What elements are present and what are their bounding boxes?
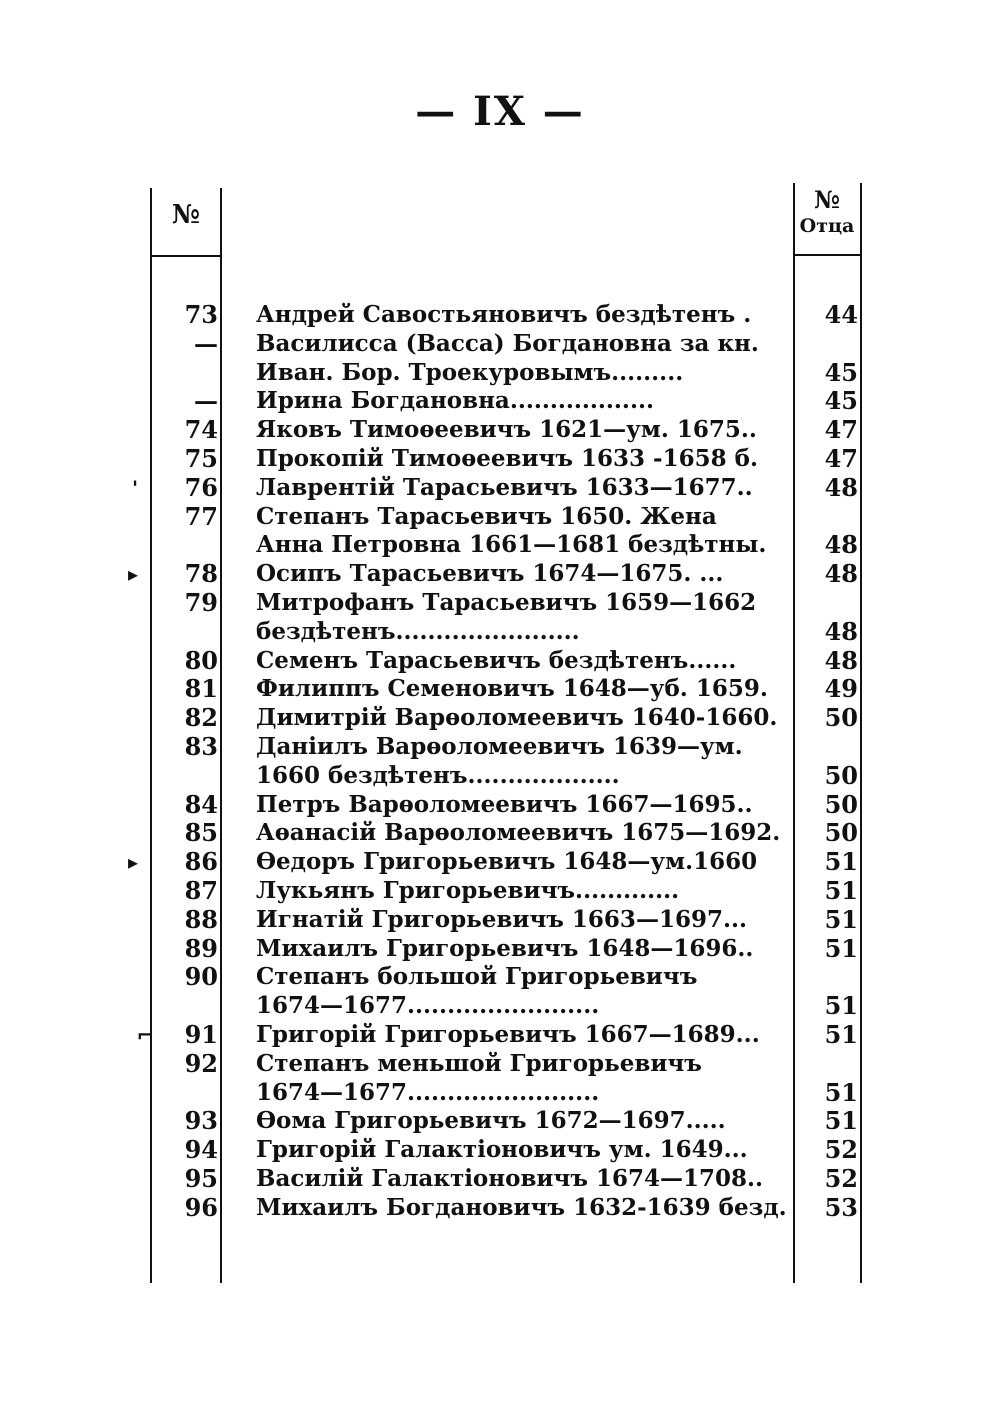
entry-number: 80 — [184, 645, 218, 675]
entry-text: Григорій Григорьевичъ 1667—1689... — [256, 1020, 760, 1048]
entry-text: Григорій Галактіоновичъ ум. 1649... — [256, 1136, 748, 1164]
table-row — [0, 1136, 1000, 1165]
table-row — [0, 589, 1000, 618]
table-row — [0, 675, 1000, 704]
father-number: 48 — [824, 616, 858, 646]
column-header-number: № — [171, 200, 201, 230]
entry-text: Прокопій Тимоѳеевичъ 1633 -1658 б. — [256, 444, 758, 472]
entry-number: 77 — [184, 501, 218, 531]
entry-text: Василій Галактіоновичъ 1674—1708.. — [256, 1164, 764, 1192]
table-row — [0, 992, 1000, 1021]
father-number: 44 — [824, 300, 858, 329]
father-number: 49 — [824, 674, 858, 704]
father-number: 51 — [824, 991, 858, 1021]
table-row — [0, 704, 1000, 733]
table-row — [0, 359, 1000, 388]
father-number: 51 — [824, 1106, 858, 1136]
entry-number: 87 — [184, 875, 218, 905]
entry-text: Лукьянъ Григорьевичъ............. — [256, 876, 680, 904]
entry-text: Михаилъ Богдановичъ 1632-1639 безд. — [256, 1193, 787, 1221]
father-number: 50 — [824, 789, 858, 819]
margin-mark: ▸ — [127, 850, 139, 875]
entry-text: Игнатій Григорьевичъ 1663—1697... — [256, 905, 747, 933]
entry-number: 90 — [184, 962, 218, 992]
header-rule-right — [793, 254, 862, 256]
entry-number: 84 — [184, 789, 218, 819]
entry-text: Ирина Богдановна.................. — [256, 387, 654, 415]
table-row — [0, 474, 1000, 503]
table-row — [0, 618, 1000, 647]
entry-number: 92 — [184, 1048, 218, 1078]
table-row — [0, 330, 1000, 359]
father-number: 48 — [824, 645, 858, 675]
entry-text: Димитрій Варѳоломеевичъ 1640-1660. — [256, 704, 778, 732]
entry-number: 88 — [184, 904, 218, 934]
table-row — [0, 935, 1000, 964]
entry-number: 82 — [184, 703, 218, 733]
entry-text: Степанъ большой Григорьевичъ — [256, 963, 698, 991]
table-row — [0, 387, 1000, 416]
father-number: 47 — [824, 443, 858, 473]
father-number: 50 — [824, 703, 858, 733]
entry-text: Митрофанъ Тарасьевичъ 1659—1662 — [256, 588, 757, 616]
entry-text: Лаврентій Тарасьевичъ 1633—1677.. — [256, 473, 753, 501]
father-number: 51 — [824, 933, 858, 963]
table-row — [0, 301, 1000, 330]
entry-text: Ѳома Григорьевичъ 1672—1697..... — [256, 1107, 726, 1135]
entry-text: 1660 бездѣтенъ................... — [256, 761, 620, 789]
father-number: 48 — [824, 530, 858, 560]
table-row — [0, 963, 1000, 992]
table-row — [0, 906, 1000, 935]
table-row — [0, 791, 1000, 820]
entry-text: бездѣтенъ....................... — [256, 617, 580, 645]
entry-number: 83 — [184, 731, 218, 761]
entry-text: 1674—1677........................ — [256, 1078, 600, 1106]
entry-number: 85 — [184, 818, 218, 848]
entry-text: Осипъ Тарасьевичъ 1674—1675. ... — [256, 560, 724, 588]
entry-number: 91 — [184, 1019, 218, 1049]
entry-text: Андрей Савостьяновичъ бездѣтенъ . — [256, 301, 752, 328]
father-number: 53 — [824, 1192, 858, 1222]
father-number: 51 — [824, 875, 858, 905]
father-number: 50 — [824, 760, 858, 790]
entry-number: 93 — [184, 1106, 218, 1136]
table-row — [0, 1165, 1000, 1194]
father-number: 51 — [824, 1019, 858, 1049]
table-row — [0, 1021, 1000, 1050]
father-number: 47 — [824, 415, 858, 445]
entry-number: 73 — [184, 300, 218, 329]
margin-mark: ▸ — [127, 562, 139, 587]
entry-text: Михаилъ Григорьевичъ 1648—1696.. — [256, 934, 754, 962]
entry-text: 1674—1677........................ — [256, 992, 600, 1020]
entry-text: Степанъ меньшой Григорьевичъ — [256, 1049, 702, 1077]
table-row — [0, 1079, 1000, 1108]
table-row — [0, 877, 1000, 906]
entry-text: Семенъ Тарасьевичъ бездѣтенъ...... — [256, 646, 737, 674]
table-row — [0, 531, 1000, 560]
entry-number: 81 — [184, 674, 218, 704]
entry-number: 94 — [184, 1135, 218, 1165]
father-number: 48 — [824, 559, 858, 589]
column-header-father-sign: № — [813, 185, 841, 214]
table-row — [0, 416, 1000, 445]
entry-text: Аѳанасій Варѳоломеевичъ 1675—1692. — [256, 819, 781, 847]
page-number: — IX — — [415, 88, 585, 135]
entry-number: 74 — [184, 415, 218, 445]
father-number: 52 — [824, 1163, 858, 1193]
genealogy-table — [0, 301, 1000, 1223]
father-number: 51 — [824, 847, 858, 877]
entry-text: Василисса (Васса) Богдановна за кн. — [256, 329, 759, 357]
entry-text: Яковъ Тимоѳеевичъ 1621—ум. 1675.. — [256, 416, 757, 444]
entry-text: Анна Петровна 1661—1681 бездѣтны. — [256, 531, 767, 559]
entry-number: 89 — [184, 933, 218, 963]
father-number: 50 — [824, 818, 858, 848]
table-row — [0, 733, 1000, 762]
entry-text: Степанъ Тарасьевичъ 1650. Жена — [256, 502, 717, 530]
father-number: 45 — [824, 357, 858, 387]
father-number: 51 — [824, 904, 858, 934]
column-header-father-label: Отца — [799, 214, 855, 237]
table-row — [0, 848, 1000, 877]
entry-number: 79 — [184, 587, 218, 617]
header-rule-left — [150, 255, 222, 257]
table-row — [0, 560, 1000, 589]
entry-text: Иван. Бор. Троекуровымъ......... — [256, 358, 684, 386]
margin-mark: ' — [131, 475, 139, 500]
entry-number: 86 — [184, 847, 218, 877]
table-row — [0, 647, 1000, 676]
table-row — [0, 819, 1000, 848]
table-row — [0, 503, 1000, 532]
table-row — [0, 1050, 1000, 1079]
margin-mark: ⌐ — [136, 1022, 154, 1047]
entry-number: 75 — [184, 443, 218, 473]
father-number: 45 — [824, 386, 858, 416]
table-row — [0, 762, 1000, 791]
entry-number: 96 — [184, 1192, 218, 1222]
entry-text: Петръ Варѳоломеевичъ 1667—1695.. — [256, 790, 753, 818]
entry-text: Филиппъ Семеновичъ 1648—уб. 1659. — [256, 675, 768, 703]
father-number: 48 — [824, 472, 858, 502]
entry-text: Ѳедоръ Григорьевичъ 1648—ум.1660 — [256, 848, 758, 876]
table-row — [0, 1107, 1000, 1136]
entry-number: — — [194, 328, 218, 358]
father-number: 52 — [824, 1135, 858, 1165]
father-number: 51 — [824, 1077, 858, 1107]
entry-number: 95 — [184, 1163, 218, 1193]
entry-number: — — [194, 386, 218, 416]
table-row — [0, 1194, 1000, 1223]
entry-number: 76 — [184, 472, 218, 502]
entry-number: 78 — [184, 559, 218, 589]
column-header-father — [795, 186, 859, 238]
table-row — [0, 445, 1000, 474]
entry-text: Даніилъ Варѳоломеевичъ 1639—ум. — [256, 732, 743, 760]
